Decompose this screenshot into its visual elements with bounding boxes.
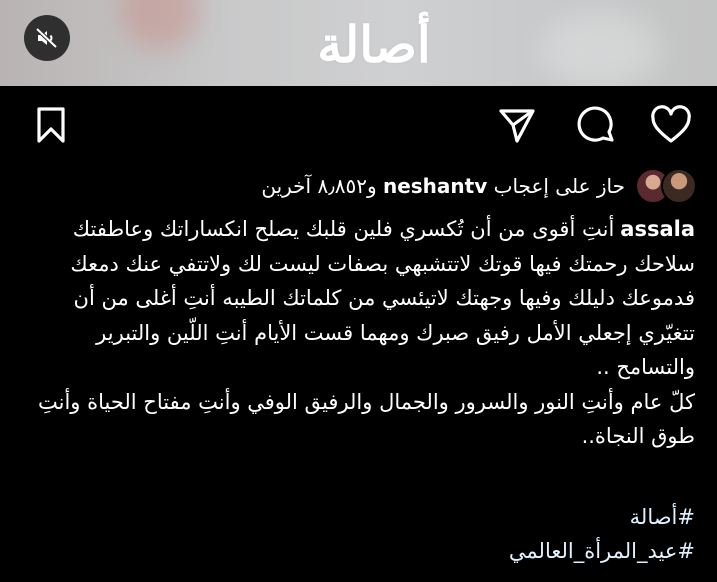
media-blur-shape	[540, 10, 660, 86]
comment-icon	[575, 104, 617, 146]
logo-text: أصالة	[317, 14, 431, 74]
likes-prefix: حاز على إعجاب	[493, 174, 625, 198]
hashtag-link[interactable]: #عيد_المرأة_العالمي	[508, 539, 695, 563]
hashtag-link[interactable]: #أصالة	[629, 505, 695, 529]
likes-text	[261, 174, 625, 198]
comment-button[interactable]	[571, 100, 621, 150]
liker-avatars	[635, 168, 695, 204]
caption-username[interactable]: assala	[620, 217, 695, 241]
action-bar	[0, 100, 717, 155]
bookmark-icon	[34, 106, 68, 144]
hashtag-list	[509, 500, 695, 568]
caption-text: أنتِ أقوى من أن تُكسري فلين قلبك يصلح انكساراتك وعاطفتك سلاحك رحمتك فيها قوتك لاتتشبهي بصفات ليست لك ولاتتفي عنك دمعك فدموعك دليلك وفيها وجهتك لاتيئسي من كلماتك الطيبه أنتِ أغلى من أن تتغيّري إجعلي الأمل رفيق صبرك ومهما قست الأيام أنتِ اللّين والتبرير والتسامح .. كلّ عام وأنتِ النور والسرور والجمال والرفيق الوفي وأنتِ مفتاح الحياة وأنتِ طوق النجاة..	[37, 217, 695, 448]
speaker-muted-icon	[35, 26, 59, 50]
likes-suffix: و٨٫٨٥٢ آخرين	[261, 174, 377, 198]
mute-button[interactable]	[24, 15, 70, 61]
avatar	[661, 168, 697, 204]
brand-logo	[298, 10, 450, 78]
post-caption	[15, 212, 695, 454]
share-button[interactable]	[492, 100, 542, 150]
post-media[interactable]	[0, 0, 717, 86]
media-blur-shape	[120, 0, 200, 50]
send-icon	[497, 105, 537, 145]
like-button[interactable]	[646, 100, 696, 150]
heart-icon	[650, 105, 692, 145]
save-button[interactable]	[26, 100, 76, 150]
liker-username[interactable]: neshantv	[382, 174, 488, 198]
likes-summary[interactable]	[261, 168, 695, 204]
